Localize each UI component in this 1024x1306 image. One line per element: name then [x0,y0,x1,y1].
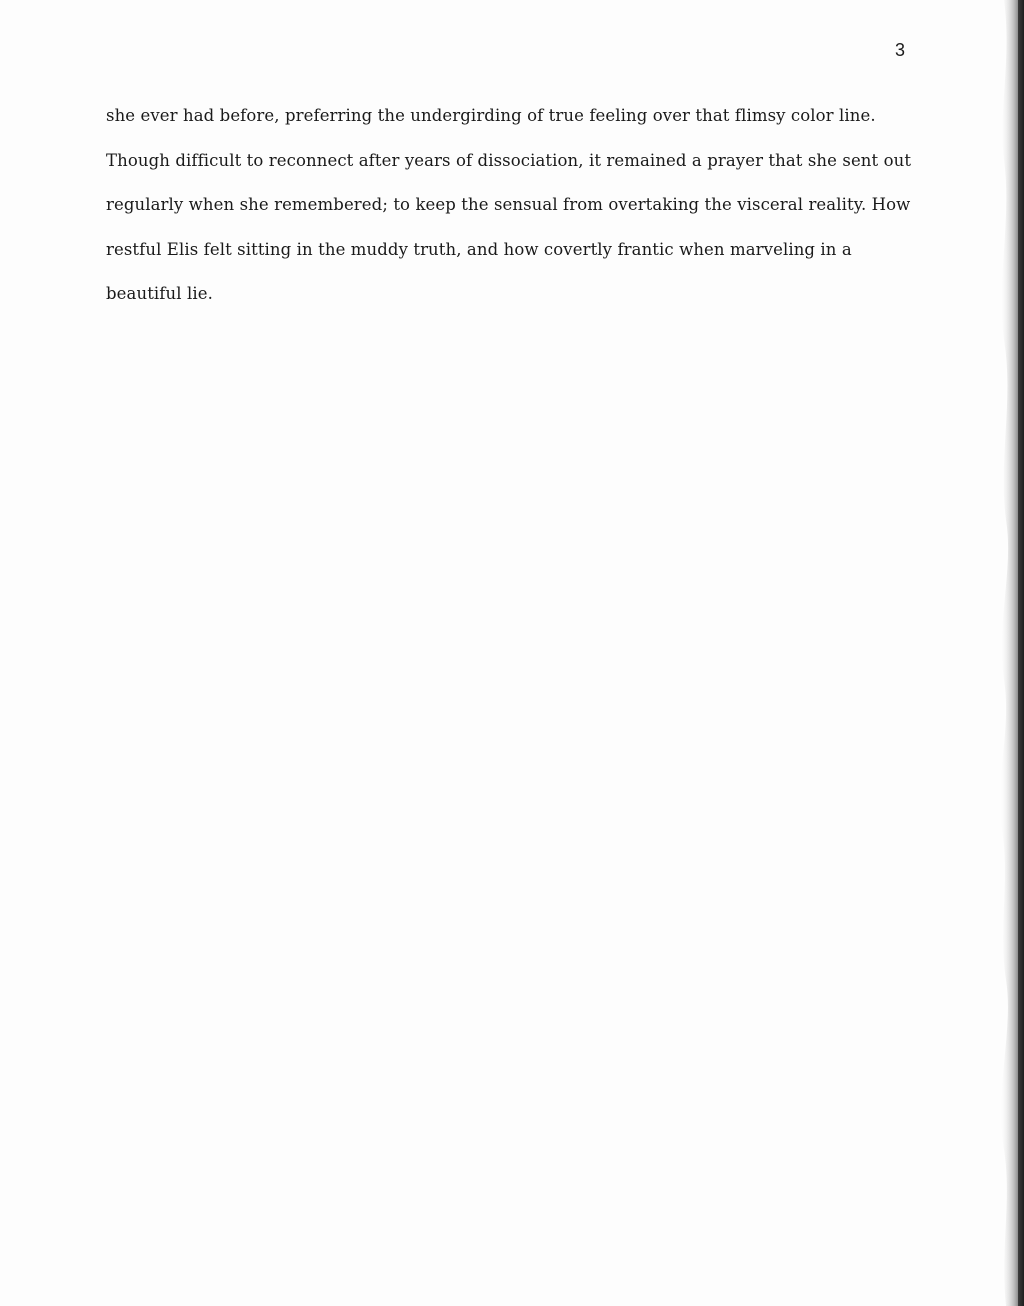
scan-edge-artifact [964,0,1024,1306]
text-line: Though difficult to reconnect after years of dissociation, it remained a prayer that she sent out [106,150,912,170]
text-line: beautiful lie. [106,284,213,303]
body-paragraph [106,100,912,323]
text-line: regularly when she remembered; to keep the sensual from overtaking the visceral reality. How [106,195,911,214]
text-line: restful Elis felt sitting in the muddy truth, and how covertly frantic when marveling in a [106,239,852,259]
text-line: she ever had before, preferring the undergirding of true feeling over that flimsy color line. [106,106,876,125]
page-number: 3 [894,40,905,60]
